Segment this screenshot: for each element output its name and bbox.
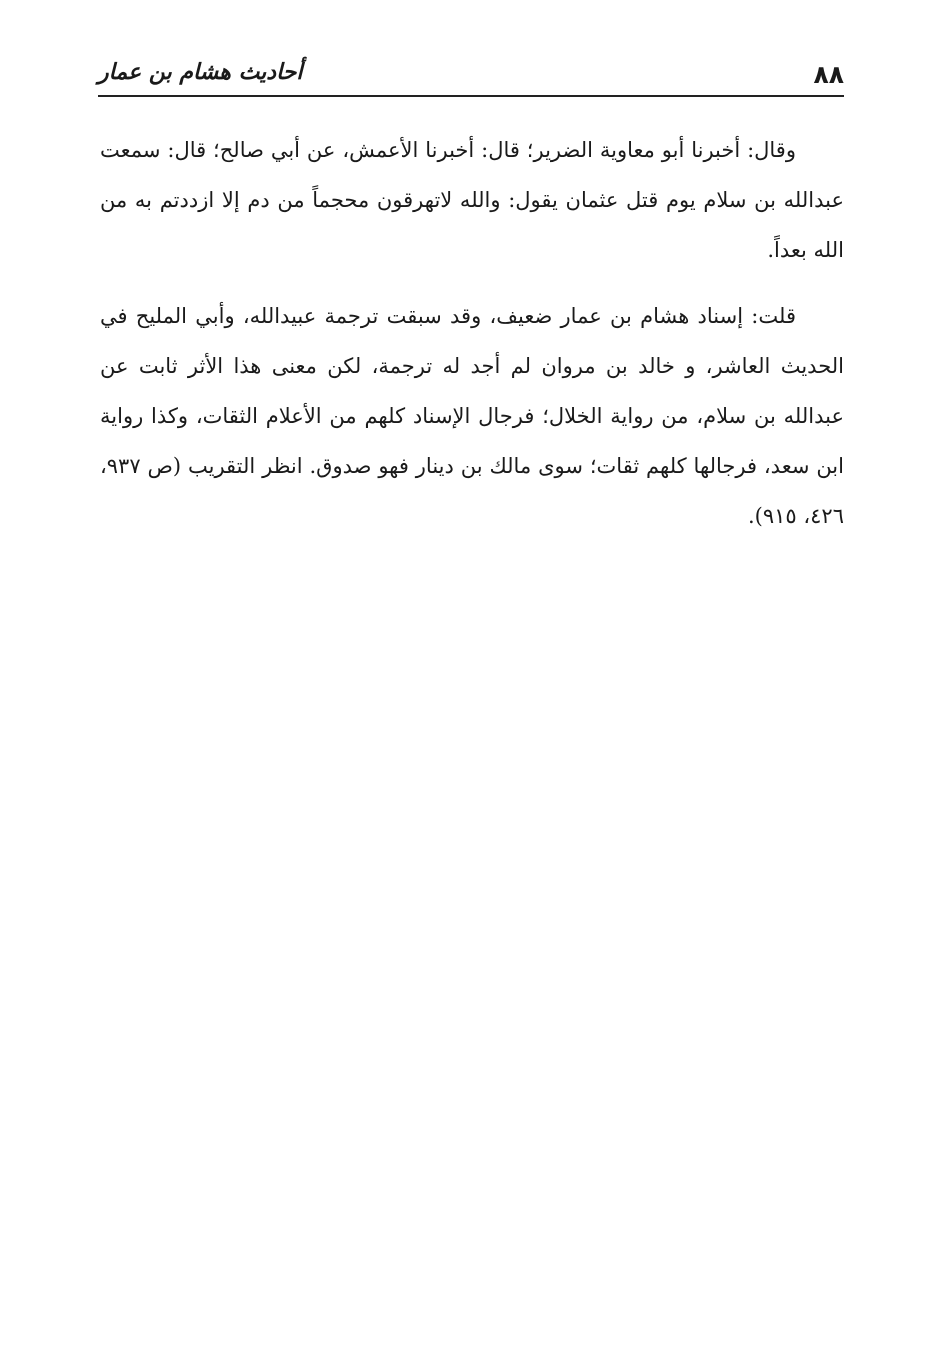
running-header (98, 54, 844, 96)
paragraph-commentary: قلت: إسناد هشام بن عمار ضعيف، وقد سبقت ترجمة عبيدالله، وأبي المليح في الحديث العاشر، و خالد بن مروان لم أجد له ترجمة، لكن معنى هذا الأثر ثابت عن عبدالله بن سلام، من رواية الخلال؛ فرجال الإسناد كلهم من الأعلام الثقات، وكذا رواية ابن سعد، فرجالها كلهم ثقات؛ سوى مالك بن دينار فهو صدوق. انظر التقريب (ص ٩٣٧، ٤٢٦، ٩١٥). (100, 304, 844, 528)
paragraph-narration: وقال: أخبرنا أبو معاوية الضرير؛ قال: أخبرنا الأعمش، عن أبي صالح؛ قال: سمعت عبدالله بن سلام يوم قتل عثمان يقول: والله لاتهرقون محجماً من دم إلا ازددتم به من الله بعداً. (100, 138, 844, 262)
body-text (100, 125, 844, 541)
book-title: أحاديث هشام بن عمار (98, 60, 303, 85)
page-number: ٨٨ (813, 60, 844, 89)
header-rule (98, 95, 844, 97)
